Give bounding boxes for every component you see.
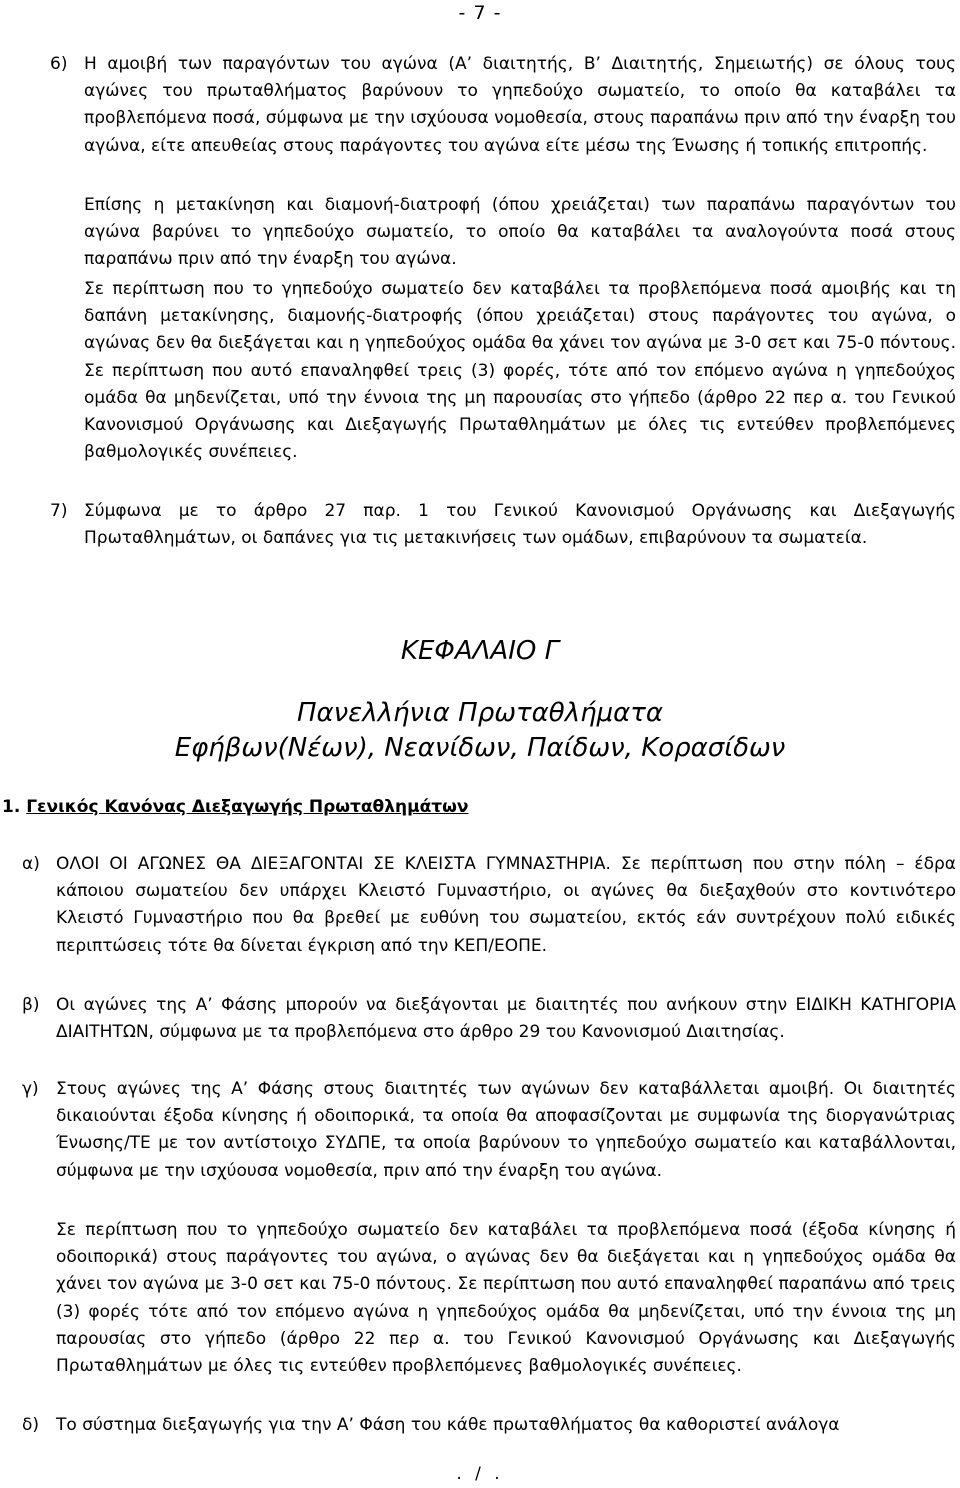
item-6-paragraph-2: Επίσης η μετακίνηση και διαμονή-διατροφή (όπου χρειάζεται) των παραπάνω παραγόντων του αγώνα βαρύνει το γηπεδούχο σωματείο, το οποίο θα καταβάλει τα αναλογούντα ποσά στους παραπάνω πριν από την έναρξη του αγώνα. xyxy=(84,195,956,270)
item-7-label: 7) xyxy=(50,501,68,521)
item-b-label: β) xyxy=(22,995,40,1015)
item-d-paragraph: Το σύστημα διεξαγωγής για την Α’ Φάση του κάθε πρωταθλήματος θα καθοριστεί ανάλογα xyxy=(56,1415,840,1435)
item-c-label: γ) xyxy=(22,1079,39,1099)
item-6-paragraph-3: Σε περίπτωση που το γηπεδούχο σωματείο δεν καταβάλει τα προβλεπόμενα ποσά αμοιβής και τη δαπάνη μετακίνησης, διαμονής-διατροφής (όπου χρειάζεται) στους παράγοντες του αγώνα, ο αγώνας δεν θα διεξάγεται και η γηπεδούχος ομάδα θα χάνει τον αγώνα με 3-0 σετ και 75-0 πόντους. Σε περίπτωση που αυτό επαναληφθεί τρεις (3) φορές, τότε από τον επόμενο αγώνα η γηπεδούχος ομάδα θα μηδενίζεται, υπό την έννοια της μη παρουσίας στο γήπεδο (άρθρο 22 περ α. του Γενικού Κανονισμού Οργάνωσης και Διεξαγωγής Πρωταθλημάτων με όλες τις εντεύθεν προβλεπόμενες βαθμολογικές συνέπειες. xyxy=(84,279,956,463)
item-c-paragraph-2: Σε περίπτωση που το γηπεδούχο σωματείο δεν καταβάλει τα προβλεπόμενα ποσά (έξοδα κίνησης ή οδοιπορικά) στους παράγοντες του αγώνα, ο αγώνας δεν θα διεξάγεται και η γηπεδούχος ομάδα θα χάνει τον αγώνα με 3-0 σετ και 75-0 πόντους. Σε περίπτωση που αυτό επαναληφθεί παραπάνω από τρεις (3) φορές τότε από τον επόμενο αγώνα η γηπεδούχος ομάδα θα μηδενίζεται, υπό την έννοια της μη παρουσίας στο γήπεδο (άρθρο 22 περ α. του Γενικού Κανονισμού Οργάνωσης και Διεξαγωγής Πρωταθλημάτων με όλες τις εντεύθεν προβλεπόμενες βαθμολογικές συνέπειες. xyxy=(56,1220,956,1377)
continuation-mark: . / . xyxy=(456,1464,504,1484)
item-a-paragraph: ΟΛΟΙ ΟΙ ΑΓΩΝΕΣ ΘΑ ΔΙΕΞΑΓΟΝΤΑΙ ΣΕ ΚΛΕΙΣΤΑ ΓΥΜΝΑΣΤΗΡΙΑ. Σε περίπτωση που στην πόλη – έδρα κάποιου σωματείου δεν υπάρχει Κλειστό Γυμναστήριο, οι αγώνες θα διεξαχθούν στο κοντινότερο Κλειστό Γυμναστήριο που θα βρεθεί με ευθύνη του σωματείου, εκτός εάν συντρέχουν πολύ ειδικές περιπτώσεις τότε θα δίνεται έγκριση από την ΚΕΠ/ΕΟΠΕ. xyxy=(56,854,956,956)
item-7-paragraph: Σύμφωνα με το άρθρο 27 παρ. 1 του Γενικού Κανονισμού Οργάνωσης και Διεξαγωγής Πρωταθλημάτων, οι δαπάνες για τις μετακινήσεις των ομάδων, επιβαρύνουν τα σωματεία. xyxy=(84,501,956,549)
section-title: Γενικός Κανόνας Διεξαγωγής Πρωταθλημάτων xyxy=(26,797,469,817)
page-number: - 7 - xyxy=(458,2,502,24)
item-c-paragraph-1: Στους αγώνες της Α’ Φάσης στους διαιτητές των αγώνων δεν καταβάλλεται αμοιβή. Οι διαιτητές δικαιούνται έξοδα κίνησης ή οδοιπορικά, τα οποία θα αποφασίζονται με συμφωνία της διοργανώτριας Ένωσης/ΤΕ με τον αντίστοιχο ΣΥΔΠΕ, τα οποία βαρύνουν το γηπεδούχο σωματείο και καταβάλλονται, σύμφωνα με την ισχύουσα νομοθεσία, πριν από την έναρξη του αγώνα. xyxy=(56,1079,956,1181)
chapter-title-line-1: Πανελλήνια Πρωταθλήματα xyxy=(296,698,664,728)
item-6-paragraph-1: Η αμοιβή των παραγόντων του αγώνα (Α’ διαιτητής, Β’ Διαιτητής, Σημειωτής) σε όλους τους αγώνες του πρωταθλήματος βαρύνουν το γηπεδούχο σωματείο, το οποίο θα καταβάλει τα προβλεπόμενα ποσά, σύμφωνα με την ισχύουσα νομοθεσία, στους παραπάνω πριν από την έναρξη του αγώνα, είτε απευθείας στους παράγοντες του αγώνα είτε μέσω της Ένωσης ή τοπικής επιτροπής. xyxy=(84,54,956,156)
section-number: 1. xyxy=(2,797,21,817)
item-6-label: 6) xyxy=(50,54,68,74)
item-b-paragraph: Οι αγώνες της Α’ Φάσης μπορούν να διεξάγονται με διαιτητές που ανήκουν στην ΕΙΔΙΚΗ ΚΑΤΗΓΟΡΙΑ ΔΙΑΙΤΗΤΩΝ, σύμφωνα με τα προβλεπόμενα στο άρθρο 29 του Κανονισμού Διαιτησίας. xyxy=(56,995,956,1043)
chapter-title-line-2: Εφήβων(Νέων), Νεανίδων, Παίδων, Κορασίδων xyxy=(174,733,786,763)
item-d-label: δ) xyxy=(22,1415,40,1435)
item-a-label: α) xyxy=(22,854,40,874)
section-1-heading xyxy=(2,794,468,821)
chapter-heading: ΚΕΦΑΛΑΙΟ Γ xyxy=(400,636,560,666)
